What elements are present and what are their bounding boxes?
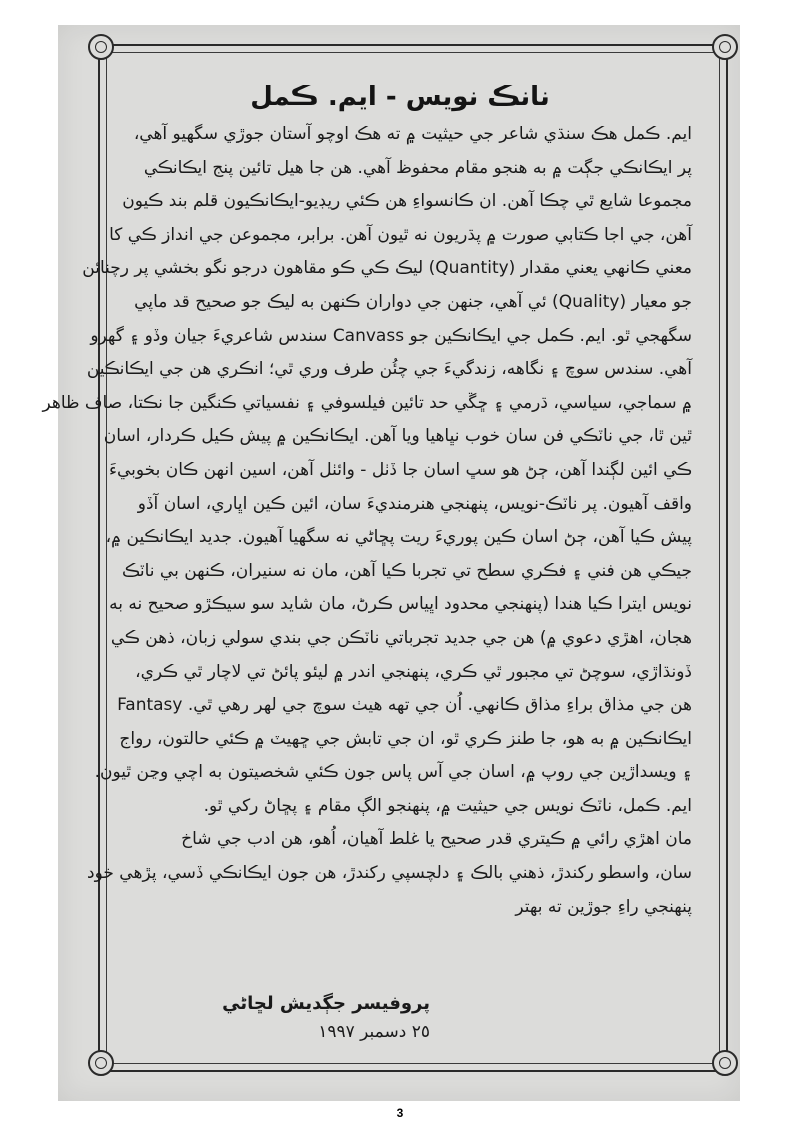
text-line: ٿين ٿا، جي ناٽڪي فن سان خوب نڀاهيا ويا آهن. ايڪانڪين ۾ پيش ڪيل ڪردار، اسان <box>103 426 692 447</box>
signature-block <box>130 990 430 1046</box>
text-line: ايم. ڪمل هڪ سنڌي شاعر جي حيثيت ۾ ته هڪ اوچو آستان جوڙي سگهيو آهي، <box>133 124 692 144</box>
text-line: پر ايڪانڪي جڳت ۾ به هنجو مقام محفوظ آهي. هن جا هيل تائين پنج ايڪانڪي <box>143 157 692 178</box>
text-line: واقف آهيون. پر ناٽڪ-نويس، پنهنجي هنرمنديءَ سان، ائين ڪين اڀاري، اسان آڏو <box>137 493 692 514</box>
corner-ornament-icon <box>88 1050 114 1076</box>
text-line: پنهنجي راءِ جوڙين ته بهتر <box>515 896 692 917</box>
text-line: نويس ايترا ڪيا هندا (پنهنجي محدود اڀياس ڪرڻ، مان شايد سو سيڪڙو صحيح نه به <box>109 594 692 615</box>
text-line: سگهجي ٿو. ايم. ڪمل جي ايڪانڪين جو Canvass سندس شاعريءَ جيان وڏو ۽ گهرو <box>90 325 692 346</box>
text-line: مان اهڙي رائي ۾ ڪيتري قدر صحيح يا غلط آهيان، اُهو، هن ادب جي شاخ <box>181 829 692 850</box>
text-line: ڪي ائين لڳندا آهن، ڄڻ هو سڀ اسان جا ڏٺل - وائٺل آهن، اسين انهن ڪان بخوبيءَ <box>109 459 692 480</box>
corner-ornament-icon <box>712 1050 738 1076</box>
text-line: ڏونڌاڙي، سوچڻ تي مجبور ٿي ڪري، پنهنجي اندر ۾ ليئو پائڻ تي لاچار ٿي ڪري، <box>135 661 692 682</box>
body-text <box>42 118 692 924</box>
text-line: پيش ڪيا آهن، ڄڻ اسان ڪين پوريءَ ريت پڇاڻي نه سگهيا آهيون. جديد ايڪانڪين ۾، <box>105 527 692 548</box>
text-line: سان، واسطو رکندڙ، ذهني بالڪ ۽ دلچسپي رکندڙ، هن جون ايڪانڪي ڏسي، پڙهي خود <box>87 863 692 884</box>
text-line: آهي. سندس سوچ ۽ نگاهه، زندگيءَ جي چئُن طرف وري ٿي؛ انڪري هن جي ايڪانڪين <box>86 359 692 380</box>
signature-date: ٢٥ دسمبر ١٩٩٧ <box>318 1022 430 1042</box>
text-line: مجموعا شايع ٿي چڪا آهن. ان ڪانسواءِ هن ڪئي ريڊيو-ايڪانڪيون قلم بند ڪيون <box>122 191 692 212</box>
text-line: هن جي مذاق براءِ مذاق ڪانهي. اُن جي تهه هيٺ سوچ جي لهر رهي ٿي. Fantasy <box>117 695 692 716</box>
text-line: ۽ ويسداڙين جي روپ ۾، اسان جي آس پاس جون ڪئي شخصيتون به اچي وڃن ٿيون. <box>94 762 692 783</box>
text-line: ۾ سماجي، سياسي، ڌرمي ۽ ڇڱي حد تائين فيلسوفي ۽ نفسياتي ڪنگين جا نڪتا، صاف ظاهر <box>42 392 692 413</box>
text-line: معني ڪانهي يعني مقدار (Quantity) ليڪ ڪي ڪو مقاهون درجو نگو بخشي پر رچنائن <box>82 258 692 279</box>
text-line: ايڪانڪين ۾ به هو، جا طنز ڪري ٿو، ان جي تابش جي ڇهيٽ ۾ ڪئي حالتون، رواج <box>119 728 692 749</box>
corner-ornament-icon <box>88 34 114 60</box>
text-line: هجان، اهڙي دعوي ۾) هن جي جديد تجرباتي ناٽڪن جي بندي سولي زبان، ذهن ڪي <box>110 627 692 648</box>
corner-ornament-icon <box>712 34 738 60</box>
page-title: نانڪ نويس - ايم. ڪمل <box>250 82 550 112</box>
text-line: جو معيار (Quality) ئي آهي، جنهن جي دواران ڪنهن به ليڪ جو صحيح قد ماپي <box>134 291 692 312</box>
page-number: 3 <box>396 1106 404 1120</box>
author-name: پروفيسر جڳديش لڇاڻي <box>222 993 430 1014</box>
text-line: آهن، جي اجا ڪتابي صورت ۾ پڌريون نه ٿيون آهن. برابر، مجموعن جي انداز ڪي کا <box>109 224 692 245</box>
text-line: جيڪي هن فني ۽ فڪري سطح تي تجربا ڪيا آهن، مان نه سنيران، ڪنهن بي ناٽڪ <box>121 560 692 581</box>
text-line: ايم. ڪمل، ناٽڪ نويس جي حيثيت ۾، پنهنجو الڳ مقام ۽ پڇاڻ رکي ٿو. <box>203 795 692 816</box>
